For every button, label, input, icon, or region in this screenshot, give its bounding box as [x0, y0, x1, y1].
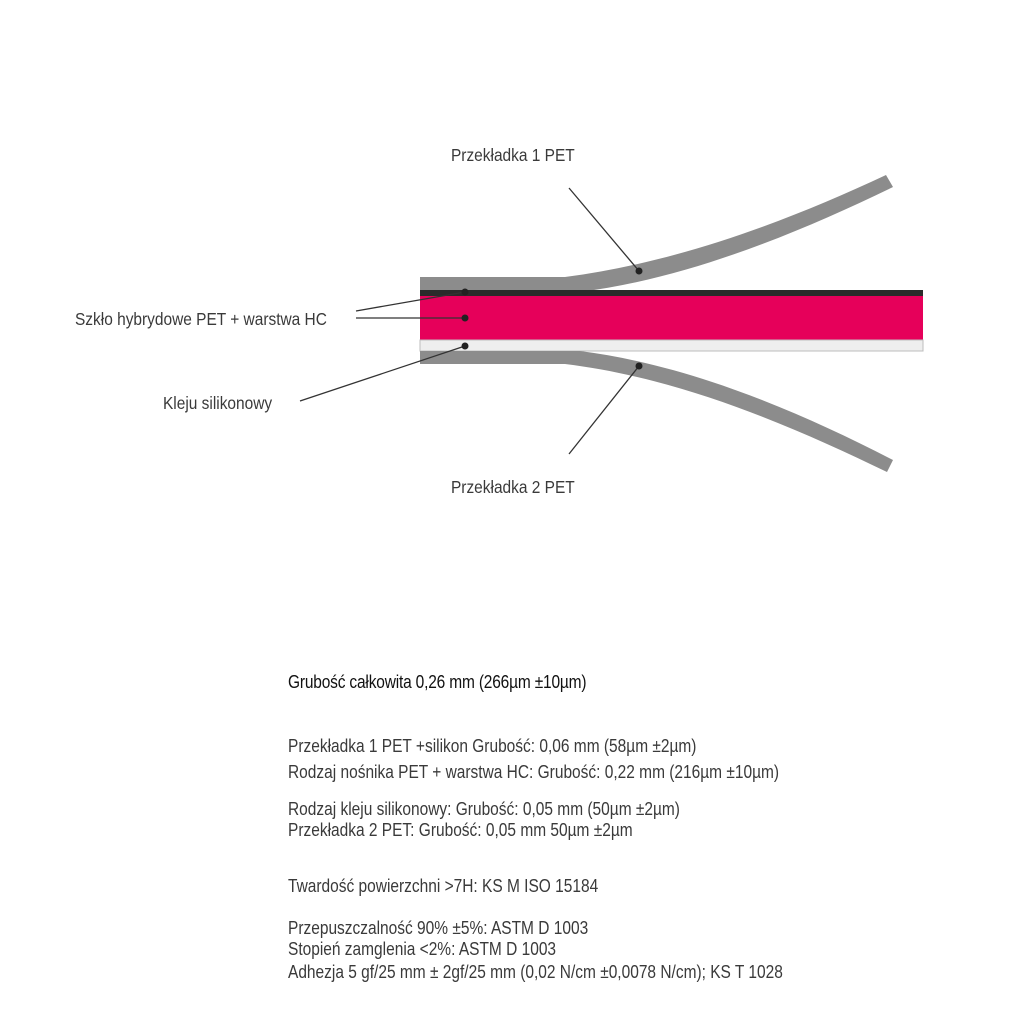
callout-line-spacer-top — [569, 188, 639, 271]
callout-line-spacer-bottom — [569, 366, 639, 454]
spec-surface-hardness: Twardość powierzchni >7H: KS M ISO 15184 — [288, 876, 599, 896]
spec-spacer-bottom-thickness: Przekładka 2 PET: Grubość: 0,05 mm 50µm ±2µm — [288, 820, 633, 840]
callout-line-silicone — [300, 346, 465, 401]
label-hybrid-glass: Szkło hybrydowe PET + warstwa HC — [75, 308, 327, 330]
hybrid-glass-layer — [420, 296, 923, 340]
spec-silicone-thickness: Rodzaj kleju silikonowy: Grubość: 0,05 mm (50µm ±2µm) — [288, 799, 680, 819]
label-silicone-adhesive: Kleju silikonowy — [163, 392, 273, 414]
hc-coating-layer — [420, 290, 923, 296]
callout-dot-silicone — [462, 343, 469, 350]
pet-spacer-bottom-layer — [420, 351, 893, 472]
callout-dot-hc-coating — [462, 289, 469, 296]
silicone-adhesive-layer — [420, 340, 923, 351]
spec-transmittance: Przepuszczalność 90% ±5%: ASTM D 1003 — [288, 918, 589, 938]
total-thickness-title: Grubość całkowita 0,26 mm (266µm ±10µm) — [288, 672, 587, 692]
spec-haze: Stopień zamglenia <2%: ASTM D 1003 — [288, 939, 557, 959]
spec-carrier-thickness: Rodzaj nośnika PET + warstwa HC: Grubość: 0,22 mm (216µm ±10µm) — [288, 762, 780, 782]
label-spacer-top: Przekładka 1 PET — [450, 144, 575, 166]
pet-spacer-top-layer — [420, 175, 893, 292]
callout-dot-spacer-top — [636, 268, 643, 275]
specifications-block — [288, 672, 988, 983]
spec-spacer-top-thickness: Przekładka 1 PET +silikon Grubość: 0,06 mm (58µm ±2µm) — [288, 736, 697, 756]
callout-dot-hybrid-glass — [462, 315, 469, 322]
label-spacer-bottom: Przekładka 2 PET — [450, 476, 575, 498]
callout-dot-spacer-bottom — [636, 363, 643, 370]
spec-adhesion: Adhezja 5 gf/25 mm ± 2gf/25 mm (0,02 N/cm ±0,0078 N/cm); KS T 1028 — [288, 962, 783, 982]
